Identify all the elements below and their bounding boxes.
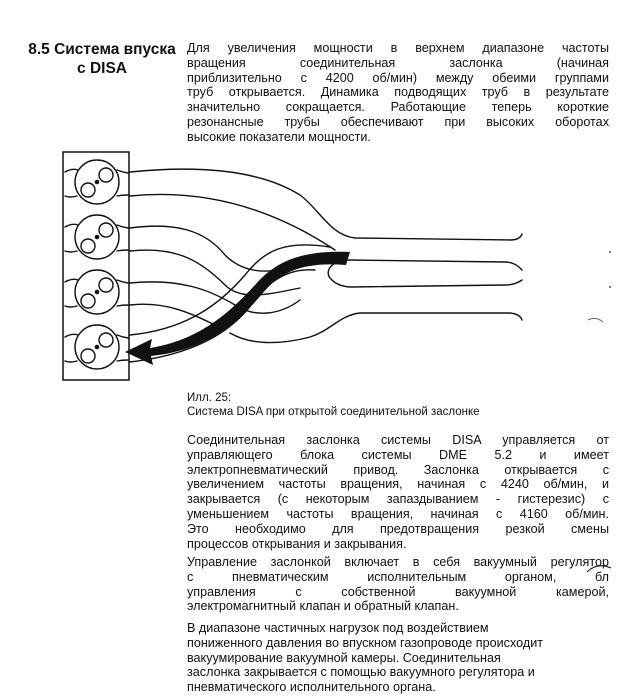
control-paragraph [187,555,609,614]
text-line: уменьшением частоты вращения, начиная с 4160 об/мин. [187,506,609,521]
margin-arc [588,318,603,322]
figure-caption-text: Система DISA при открытой соединительной заслонке [187,405,480,418]
runner-3-top [130,282,300,313]
text-line: вращения соединительная заслонка (начиная [187,55,609,70]
text-line: заслонка закрывается с помощью вакуумного регулятора и [187,665,535,680]
text-line: высокие показатели мощности. [187,129,371,144]
margin-dots [609,251,611,288]
text-line: пневматического исполнительного органа. [187,680,436,695]
text-line: В диапазоне частичных нагрузок под воздействием [187,621,489,635]
plenum-center-pipe [328,260,522,287]
text-line: увеличением частоты вращения, начиная с 4240 об/мин, и [187,477,609,492]
text-line: электромагнитный клапан и обратный клапан. [187,599,459,614]
text-line: труб открывается. Динамика подводящих труб в результате [187,85,609,100]
text-line: приблизительно с 4200 об/мин) между обеими группами [187,70,609,85]
text-line: электропневматический привод. Заслонка открывается с [187,462,609,477]
text-line: значительно сокращается. Работающие теперь короткие [187,100,609,115]
text-line: управления с собственной вакуумной камерой, [187,584,609,599]
figure-label: Илл. 25: [187,392,232,404]
airflow-arrow-icon [125,252,350,365]
text-line: управляющего блока системы DME 5.2 и имеет [187,447,609,462]
flap-paragraph [187,433,609,551]
runner-4-lower [230,313,522,343]
partial-load-paragraph [187,621,609,695]
text-line: Управление заслонкой включает в себя вакуумный регулятор [187,555,609,569]
text-line: вакуумирование вакуумной камеры. Соединительная [187,650,501,665]
text-line: Соединительная заслонка системы DISA управляется от [187,433,609,447]
runner-1-top [130,169,522,240]
text-line: закрывается (с некоторым запаздыванием - гистерезис) с [187,492,609,507]
runner-2-top [130,226,300,271]
intro-paragraph [187,41,609,145]
text-line: Это необходимо для предотвращения резкой смены [187,521,609,536]
text-line: пониженного давления во впускном газопроводе происходит [187,635,543,650]
disa-intake-diagram [0,140,618,390]
text-line: процессов открывания и закрывания. [187,536,407,551]
runner-1-bottom [130,194,335,250]
text-line: Для увеличения мощности в верхнем диапазоне частоты [187,41,609,55]
text-line: резонансные трубы обеспечивают при высоких оборотах [187,114,609,129]
section-heading [22,40,182,78]
section-title-line-1: 8.5 Система впуска [28,41,176,58]
figure-caption [187,392,609,419]
page-fold-arc [585,560,615,574]
section-title-line-2: с DISA [77,60,127,77]
text-line: с пневматическим исполнительным органом, бл [187,569,609,584]
